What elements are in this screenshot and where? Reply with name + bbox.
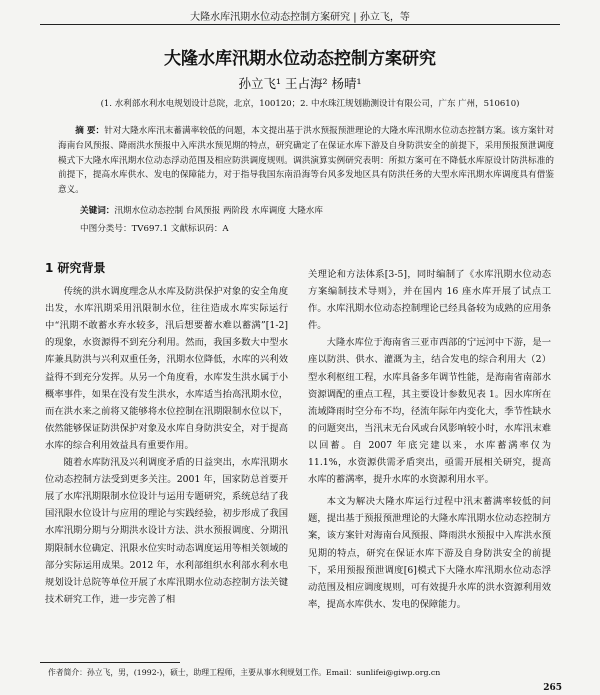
abstract xyxy=(58,124,554,198)
keywords-text: 汛期水位动态控制 台风预报 两阶段 水库调度 大隆水库 xyxy=(114,206,323,216)
paper-title: 大隆水库汛期水位动态控制方案研究 xyxy=(164,49,436,69)
body-paragraph: 本文为解决大隆水库运行过程中汛末蓄满率较低的问题，提出基于预报预泄理论的大隆水库汛期水位动态控制方案，该方案针对海南台风预报、降雨洪水预报中入库洪水预见期的特点，研究在保证水库下游及自身防洪安全的前提下，采用预报预泄调度[6]模式下大隆水库汛期水位动态浮动范围及相应调度规则，可有效提升水库的洪水资源利用效率，提高水库供水、发电的保障能力。 xyxy=(308,496,551,610)
right-column xyxy=(308,266,551,613)
classification xyxy=(80,222,229,234)
footnote-rule xyxy=(40,662,180,663)
body-paragraph: 关理论和方法体系[3-5]，同时编制了《水库汛期水位动态方案编制技术导则》，并在国内 16 座水库开展了试点工作。水库汛期水位动态控制理论已经具备较为成熟的应用条件。 xyxy=(308,269,551,332)
abstract-label: 摘 要： xyxy=(75,126,105,136)
left-column xyxy=(45,260,288,608)
clc-label: 中图分类号： xyxy=(80,224,132,234)
affiliation: (1. 水利部水利水电规划设计总院，北京，100120；2. 中水珠江规划勘测设计有限公司，广东 广州，510610) xyxy=(100,99,520,109)
running-header: 大隆水库汛期水位动态控制方案研究 | 孙立飞，等 xyxy=(40,8,560,25)
keywords xyxy=(80,204,323,216)
body-paragraph: 大隆水库位于海南省三亚市西部的宁远河中下游，是一座以防洪、供水、灌溉为主，结合发电的综合利用大（2）型水利枢纽工程，水库具备多年调节性能，是海南省南部水资源调配的重点工程，其主要设计参数见表 1。因水库所在流域降雨时空分布不均，径流年际年内变化大，季节性缺水的问题突出，当汛末无台风或台风影响较小时，水库汛末难以回蓄。自 2007 年底完建以来，水库蓄满率仅为 11.1%，水资源供需矛盾突出，亟需开展相关研究，提高水库的蓄满率，提升水库的水资源利用水平。 xyxy=(308,337,551,486)
keywords-label: 关键词： xyxy=(80,206,115,216)
authors: 孙立飞¹ 王占海² 杨晴¹ xyxy=(238,76,362,91)
abstract-text: 针对大隆水库汛末蓄满率较低的问题，本文提出基于洪水预报预泄理论的大隆水库汛期水位动态控制方案。该方案针对海南台风预报、降雨洪水预报中入库洪水预见期的特点，研究确定了在保证水库下游及自身防洪安全的前提下，采用预报预泄调度模式下大隆水库汛期水位动态浮动范围及相应防洪调度规则。调洪演算实例研究表明：所拟方案可在不降低水库原设计防洪标准的前提下，提高水库供水、发电的保障能力，对于指导我国东南沿海等台风多发地区具有防洪任务的大型水库汛期水库调度具有借鉴意义。 xyxy=(58,126,554,196)
section-heading: 1 研究背景 xyxy=(45,261,106,275)
footnote: 作者简介：孙立飞，男，(1992-)，硕士，助理工程师，主要从事水利规划工作。Email：sunlifei@giwp.org.cn xyxy=(48,668,441,677)
clc-text: TV697.1 文献标识码：A xyxy=(131,224,229,234)
body-paragraph: 随着水库防汛及兴利调度矛盾的日益突出，水库汛期水位动态控制方法受到更多关注。2001 年，国家防总首要开展了水库汛期限制水位设计与运用专题研究，系统总结了我国汛限水位设计与应用的理论与实践经验，初步形成了我国水库汛期分期与分期洪水设计方法、洪水预报调度、分期汛期限制水位确定、汛限水位实时动态调度运用等相关领域的部分实际运用成果。2012 年，水利部组织水利部水利水电规划设计总院等单位开展了水库汛期水位动态控制方法关键技术研究工作，进一步完善了相 xyxy=(45,457,288,605)
page-number: 265 xyxy=(543,683,562,693)
body-paragraph: 传统的洪水调度理念从水库及防洪保护对象的安全角度出发，水库汛期采用汛限制水位，往往造成水库实际运行中“汛期不敢蓄水弃水较多，汛后想要蓄水难以蓄满”[1-2]的现象，水资源得不到充分利用。然而，我国多数大中型水库兼具防洪与兴利双重任务，汛期水位降低，水库的兴利效益得不到充分发挥。从另一个角度看，水库发生洪水属于小概率事件，如果在没有发生洪水，水库适当抬高汛期水位，而在洪水来之前将又能够将水位控制在汛期限制水位以下，依然能够保证防洪保护对象及水库自身防洪安全，对于提高水库的综合利用效益具有重要作用。 xyxy=(45,286,288,451)
